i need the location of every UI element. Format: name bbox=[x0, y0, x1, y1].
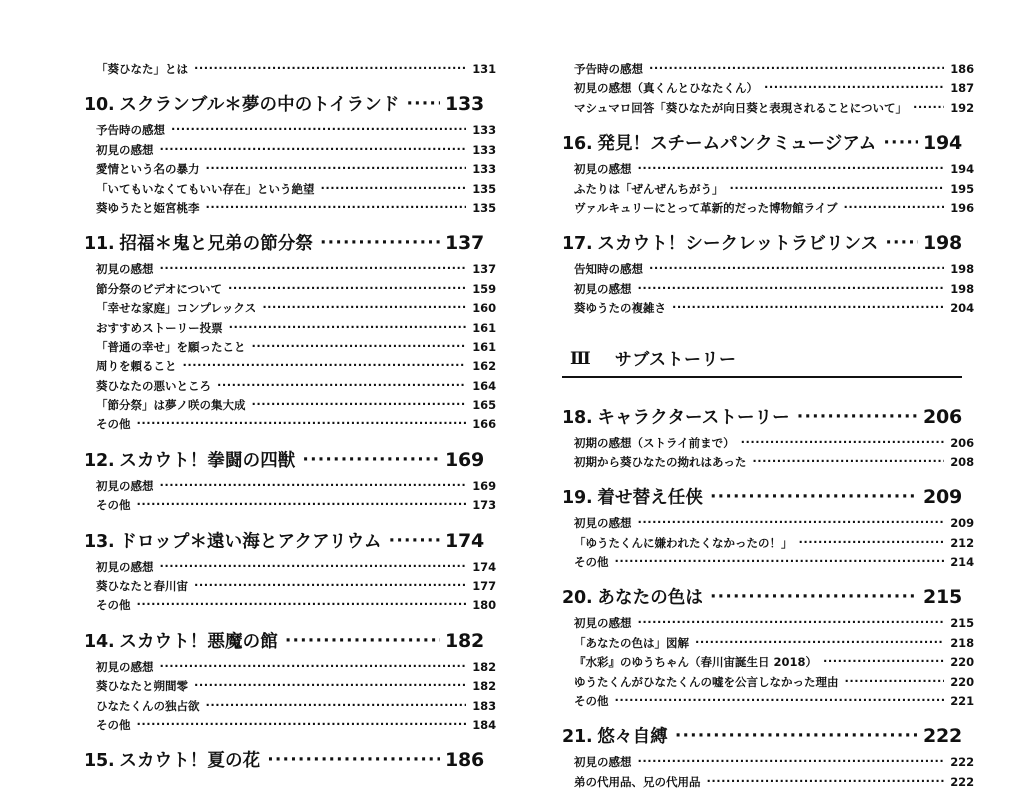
toc-chapter-row[interactable] bbox=[562, 584, 962, 609]
item-title: 葵ひなたと朔間零 bbox=[96, 679, 188, 694]
item-title: 葵ゆうたと姫宮桃李 bbox=[96, 200, 200, 215]
page-number: 137 bbox=[472, 262, 496, 277]
toc-item-row[interactable] bbox=[84, 60, 496, 79]
page-number: 160 bbox=[472, 301, 496, 316]
item-title: 「いてもいなくてもいい存在」という絶望 bbox=[96, 181, 315, 196]
toc-left-column bbox=[84, 60, 496, 792]
item-title: 「ゆうたくんに嫌われたくなかったの！」 bbox=[574, 535, 793, 550]
part-numeral: Ⅲ bbox=[570, 348, 591, 369]
page-number: 182 bbox=[472, 659, 496, 674]
page-number: 169 bbox=[472, 478, 496, 493]
chapter-number: 12. bbox=[84, 450, 115, 471]
page-number: 209 bbox=[950, 516, 974, 531]
toc-item-row[interactable] bbox=[562, 773, 974, 792]
item-title: その他 bbox=[574, 555, 609, 570]
dot-leader bbox=[206, 696, 467, 715]
dot-leader bbox=[229, 318, 466, 337]
dot-leader bbox=[823, 652, 944, 671]
dot-leader bbox=[730, 179, 945, 198]
dot-leader bbox=[913, 98, 944, 117]
chapter-title: 悠々自縛 bbox=[597, 727, 668, 748]
toc-item-row[interactable] bbox=[562, 280, 974, 299]
page-number: 198 bbox=[922, 232, 962, 255]
toc-item-row[interactable] bbox=[84, 697, 496, 716]
toc-item-row[interactable] bbox=[84, 260, 496, 279]
item-title: 『水彩』のゆうちゃん（春川宙誕生日 2018） bbox=[574, 655, 818, 670]
toc-item-row[interactable] bbox=[84, 338, 496, 357]
toc-chapter-row[interactable] bbox=[562, 230, 962, 255]
item-title: 葵ひなたと春川宙 bbox=[96, 579, 188, 594]
toc-item-row[interactable] bbox=[84, 180, 496, 199]
chapter-title: スカウト！悪魔の館 bbox=[119, 631, 278, 652]
toc-item-row[interactable] bbox=[84, 280, 496, 299]
chapter-number: 15. bbox=[84, 751, 115, 772]
item-title: 初見の感想 bbox=[574, 162, 632, 177]
dot-leader bbox=[649, 59, 944, 78]
page-number: 173 bbox=[472, 498, 496, 513]
dot-leader bbox=[675, 726, 918, 746]
part-rule bbox=[562, 376, 962, 378]
toc-item-row[interactable] bbox=[562, 99, 974, 118]
dot-leader bbox=[285, 631, 440, 651]
item-title: その他 bbox=[574, 694, 609, 709]
page-number: 133 bbox=[472, 142, 496, 157]
toc-item-row[interactable] bbox=[562, 79, 974, 98]
page-number: 182 bbox=[444, 629, 484, 652]
dot-leader bbox=[615, 552, 945, 571]
dot-leader bbox=[160, 557, 467, 576]
chapter-number: 16. bbox=[562, 134, 593, 155]
page-number: 166 bbox=[472, 417, 496, 432]
dot-leader bbox=[206, 198, 467, 217]
item-title: 初見の感想 bbox=[96, 478, 154, 493]
toc-item-row[interactable] bbox=[84, 496, 496, 515]
toc-chapter-row[interactable] bbox=[84, 628, 484, 653]
page-number: 133 bbox=[472, 123, 496, 138]
dot-leader bbox=[302, 450, 440, 470]
toc-item-row[interactable] bbox=[84, 596, 496, 615]
page-number: 187 bbox=[950, 81, 974, 96]
item-title: ゆうたくんがひなたくんの嘘を公言しなかった理由 bbox=[574, 674, 839, 689]
dot-leader bbox=[843, 198, 944, 217]
item-title: 「普通の幸せ」を願ったこと bbox=[96, 339, 246, 354]
chapter-title: あなたの色は bbox=[597, 588, 704, 609]
dot-leader bbox=[885, 233, 918, 253]
item-title: おすすめストーリー投票 bbox=[96, 320, 223, 335]
page-number: 186 bbox=[444, 749, 484, 772]
toc-right-column bbox=[562, 60, 974, 792]
page-number: 161 bbox=[472, 320, 496, 335]
dot-leader bbox=[638, 159, 945, 178]
chapter-number: 10. bbox=[84, 95, 115, 116]
item-title: 周りを頼ること bbox=[96, 359, 177, 374]
toc-item-row[interactable] bbox=[562, 673, 974, 692]
dot-leader bbox=[217, 376, 466, 395]
dot-leader bbox=[160, 140, 467, 159]
dot-leader bbox=[695, 633, 944, 652]
page-number: 162 bbox=[472, 359, 496, 374]
item-title: その他 bbox=[96, 417, 131, 432]
dot-leader bbox=[797, 407, 918, 427]
page-number: 222 bbox=[922, 725, 962, 748]
page-number: 165 bbox=[472, 398, 496, 413]
dot-leader bbox=[183, 356, 467, 375]
page-number: 161 bbox=[472, 339, 496, 354]
page-number: 222 bbox=[950, 755, 974, 770]
toc-chapter-row[interactable] bbox=[84, 230, 484, 255]
toc-item-row[interactable] bbox=[84, 577, 496, 596]
chapter-title: ドロップ＊遠い海とアクアリウム bbox=[119, 531, 382, 552]
item-title: その他 bbox=[96, 717, 131, 732]
item-title: 初見の感想 bbox=[96, 142, 154, 157]
chapter-title: スカウト！夏の花 bbox=[119, 751, 261, 772]
page-number: 222 bbox=[950, 774, 974, 789]
page-number: 131 bbox=[472, 62, 496, 76]
item-title: 初期から葵ひなたの拗れはあった bbox=[574, 454, 747, 469]
toc-item-row[interactable] bbox=[562, 534, 974, 553]
item-title: 「葵ひなた」とは bbox=[96, 62, 188, 76]
dot-leader bbox=[615, 691, 945, 710]
dot-leader bbox=[649, 259, 944, 278]
item-title: 節分祭のビデオについて bbox=[96, 281, 223, 296]
page-number: 196 bbox=[950, 200, 974, 215]
toc-chapter-row[interactable] bbox=[562, 723, 962, 748]
page-number: 206 bbox=[950, 435, 974, 450]
dot-leader bbox=[741, 433, 944, 452]
toc-chapter-row[interactable] bbox=[562, 484, 962, 509]
page-number: 209 bbox=[922, 486, 962, 509]
chapter-number: 19. bbox=[562, 488, 593, 509]
part-heading bbox=[562, 345, 962, 376]
toc-chapter-row[interactable] bbox=[84, 91, 484, 116]
toc-item-row[interactable] bbox=[562, 260, 974, 279]
chapter-number: 20. bbox=[562, 588, 593, 609]
toc-item-row[interactable] bbox=[562, 614, 974, 633]
dot-leader bbox=[799, 533, 945, 552]
toc-item-row[interactable] bbox=[84, 121, 496, 140]
item-title: 「幸せな家庭」コンプレックス bbox=[96, 301, 257, 316]
toc-item-row[interactable] bbox=[84, 658, 496, 677]
dot-leader bbox=[171, 120, 466, 139]
page-number: 192 bbox=[950, 100, 974, 115]
dot-leader bbox=[194, 59, 466, 78]
page-number: 177 bbox=[472, 579, 496, 594]
toc-item-row[interactable] bbox=[562, 180, 974, 199]
part-title: サブストーリー bbox=[614, 349, 737, 370]
toc-item-row[interactable] bbox=[562, 453, 974, 472]
page-number: 194 bbox=[922, 132, 962, 155]
item-title: 初見の感想 bbox=[574, 616, 632, 631]
page-number: 221 bbox=[950, 694, 974, 709]
dot-leader bbox=[406, 94, 440, 114]
chapter-title: スクランブル＊夢の中のトイランド bbox=[119, 95, 400, 116]
chapter-number: 14. bbox=[84, 631, 115, 652]
dot-leader bbox=[710, 487, 918, 507]
chapter-title: 着せ替え任侠 bbox=[597, 488, 704, 509]
item-title: その他 bbox=[96, 598, 131, 613]
dot-leader bbox=[194, 576, 466, 595]
dot-leader bbox=[638, 752, 945, 771]
page-number: 184 bbox=[472, 717, 496, 732]
toc-item-row[interactable] bbox=[84, 319, 496, 338]
dot-leader bbox=[267, 750, 440, 770]
toc-item-row[interactable] bbox=[84, 299, 496, 318]
item-title: 予告時の感想 bbox=[574, 62, 643, 76]
dot-leader bbox=[137, 595, 467, 614]
dot-leader bbox=[320, 233, 440, 253]
toc-chapter-row[interactable] bbox=[562, 404, 962, 429]
dot-leader bbox=[321, 179, 467, 198]
item-title: 初期の感想（ストライ前まで） bbox=[574, 435, 735, 450]
toc-item-row[interactable] bbox=[84, 477, 496, 496]
dot-leader bbox=[137, 495, 467, 514]
dot-leader bbox=[752, 452, 944, 471]
toc-item-row[interactable] bbox=[562, 514, 974, 533]
dot-leader bbox=[845, 672, 945, 691]
chapter-number: 11. bbox=[84, 234, 115, 255]
page-number: 214 bbox=[950, 555, 974, 570]
dot-leader bbox=[764, 78, 944, 97]
page-number: 137 bbox=[444, 232, 484, 255]
item-title: 予告時の感想 bbox=[96, 123, 165, 138]
dot-leader bbox=[252, 395, 467, 414]
chapter-title: スカウト！シークレットラビリンス bbox=[597, 234, 879, 255]
part-divider bbox=[562, 345, 962, 378]
dot-leader bbox=[137, 414, 467, 433]
page-number: 164 bbox=[472, 378, 496, 393]
toc-item-row[interactable] bbox=[84, 415, 496, 434]
dot-leader bbox=[160, 259, 467, 278]
dot-leader bbox=[707, 772, 945, 791]
page-number: 208 bbox=[950, 454, 974, 469]
dot-leader bbox=[638, 513, 945, 532]
chapter-title: スカウト！拳闘の四獣 bbox=[119, 450, 296, 471]
toc-chapter-row[interactable] bbox=[562, 130, 962, 155]
toc-item-row[interactable] bbox=[84, 377, 496, 396]
toc-item-row[interactable] bbox=[84, 199, 496, 218]
page-number: 135 bbox=[472, 200, 496, 215]
item-title: 「あなたの色は」図解 bbox=[574, 635, 689, 650]
item-title: ひなたくんの独占欲 bbox=[96, 698, 200, 713]
toc-item-row[interactable] bbox=[562, 753, 974, 772]
item-title: ヴァルキュリーにとって革新的だった博物館ライブ bbox=[574, 200, 838, 215]
toc-item-row[interactable] bbox=[562, 160, 974, 179]
toc-chapter-row[interactable] bbox=[84, 528, 484, 553]
toc-item-row[interactable] bbox=[562, 299, 974, 318]
dot-leader bbox=[228, 279, 466, 298]
item-title: 初見の感想 bbox=[96, 659, 154, 674]
toc-item-row[interactable] bbox=[562, 199, 974, 218]
page-number: 204 bbox=[950, 301, 974, 316]
page-number: 215 bbox=[922, 586, 962, 609]
page-number: 174 bbox=[444, 529, 484, 552]
toc-item-row[interactable] bbox=[562, 553, 974, 572]
page-number: 206 bbox=[922, 405, 962, 428]
item-title: 告知時の感想 bbox=[574, 262, 643, 277]
dot-leader bbox=[638, 279, 945, 298]
chapter-title: 発見！スチームパンクミュージアム bbox=[597, 134, 877, 155]
item-title: 愛情という名の暴力 bbox=[96, 162, 200, 177]
dot-leader bbox=[160, 657, 467, 676]
page-number: 174 bbox=[472, 559, 496, 574]
dot-leader bbox=[672, 298, 944, 317]
item-title: 初見の感想 bbox=[574, 281, 632, 296]
item-title: マシュマロ回答「葵ひなたが向日葵と表現されることについて」 bbox=[574, 100, 908, 115]
item-title: 初見の感想 bbox=[574, 516, 632, 531]
page-number: 182 bbox=[472, 679, 496, 694]
dot-leader bbox=[194, 676, 466, 695]
toc-item-row[interactable] bbox=[84, 677, 496, 696]
item-title: 初見の感想 bbox=[574, 755, 632, 770]
chapter-title: 招福＊鬼と兄弟の節分祭 bbox=[119, 234, 314, 255]
toc-item-row[interactable] bbox=[562, 634, 974, 653]
toc-item-row[interactable] bbox=[84, 160, 496, 179]
dot-leader bbox=[883, 133, 918, 153]
dot-leader bbox=[160, 476, 467, 495]
page-number: 198 bbox=[950, 262, 974, 277]
toc-chapter-row[interactable] bbox=[84, 747, 484, 772]
page-number: 186 bbox=[950, 62, 974, 76]
item-title: 「節分祭」は夢ノ咲の集大成 bbox=[96, 398, 246, 413]
toc-chapter-row[interactable] bbox=[84, 447, 484, 472]
item-title: 初見の感想 bbox=[96, 262, 154, 277]
page-number: 133 bbox=[472, 162, 496, 177]
page-number: 133 bbox=[444, 93, 484, 116]
chapter-number: 18. bbox=[562, 407, 593, 428]
dot-leader bbox=[389, 531, 440, 551]
item-title: 弟の代用品、兄の代用品 bbox=[574, 774, 701, 789]
page-number: 220 bbox=[950, 674, 974, 689]
toc-item-row[interactable] bbox=[562, 692, 974, 711]
page-number: 212 bbox=[950, 535, 974, 550]
toc-item-row[interactable] bbox=[84, 141, 496, 160]
page-number: 215 bbox=[950, 616, 974, 631]
dot-leader bbox=[137, 715, 467, 734]
dot-leader bbox=[638, 613, 945, 632]
page-number: 198 bbox=[950, 281, 974, 296]
item-title: 葵ゆうたの複雑さ bbox=[574, 301, 666, 316]
page-number: 180 bbox=[472, 598, 496, 613]
page-number: 159 bbox=[472, 281, 496, 296]
page-number: 183 bbox=[472, 698, 496, 713]
page-number: 195 bbox=[950, 181, 974, 196]
toc-item-row[interactable] bbox=[84, 558, 496, 577]
dot-leader bbox=[252, 337, 467, 356]
dot-leader bbox=[262, 298, 466, 317]
item-title: ふたりは「ぜんぜんちがう」 bbox=[574, 181, 724, 196]
item-title: 葵ひなたの悪いところ bbox=[96, 378, 211, 393]
dot-leader bbox=[206, 159, 467, 178]
toc-item-row[interactable] bbox=[562, 434, 974, 453]
page-number: 135 bbox=[472, 181, 496, 196]
dot-leader bbox=[710, 587, 918, 607]
item-title: 初見の感想（真くんとひなたくん） bbox=[574, 81, 758, 96]
page-number: 169 bbox=[444, 448, 484, 471]
page-number: 194 bbox=[950, 162, 974, 177]
chapter-number: 17. bbox=[562, 234, 593, 255]
toc-item-row[interactable] bbox=[84, 357, 496, 376]
item-title: 初見の感想 bbox=[96, 559, 154, 574]
item-title: その他 bbox=[96, 498, 131, 513]
toc-item-row[interactable] bbox=[562, 653, 974, 672]
toc-columns bbox=[0, 60, 1024, 792]
chapter-title: キャラクターストーリー bbox=[597, 407, 790, 428]
toc-item-row[interactable] bbox=[562, 60, 974, 79]
toc-item-row[interactable] bbox=[84, 396, 496, 415]
page-number: 220 bbox=[950, 655, 974, 670]
chapter-number: 21. bbox=[562, 727, 593, 748]
page-number: 218 bbox=[950, 635, 974, 650]
chapter-number: 13. bbox=[84, 531, 115, 552]
